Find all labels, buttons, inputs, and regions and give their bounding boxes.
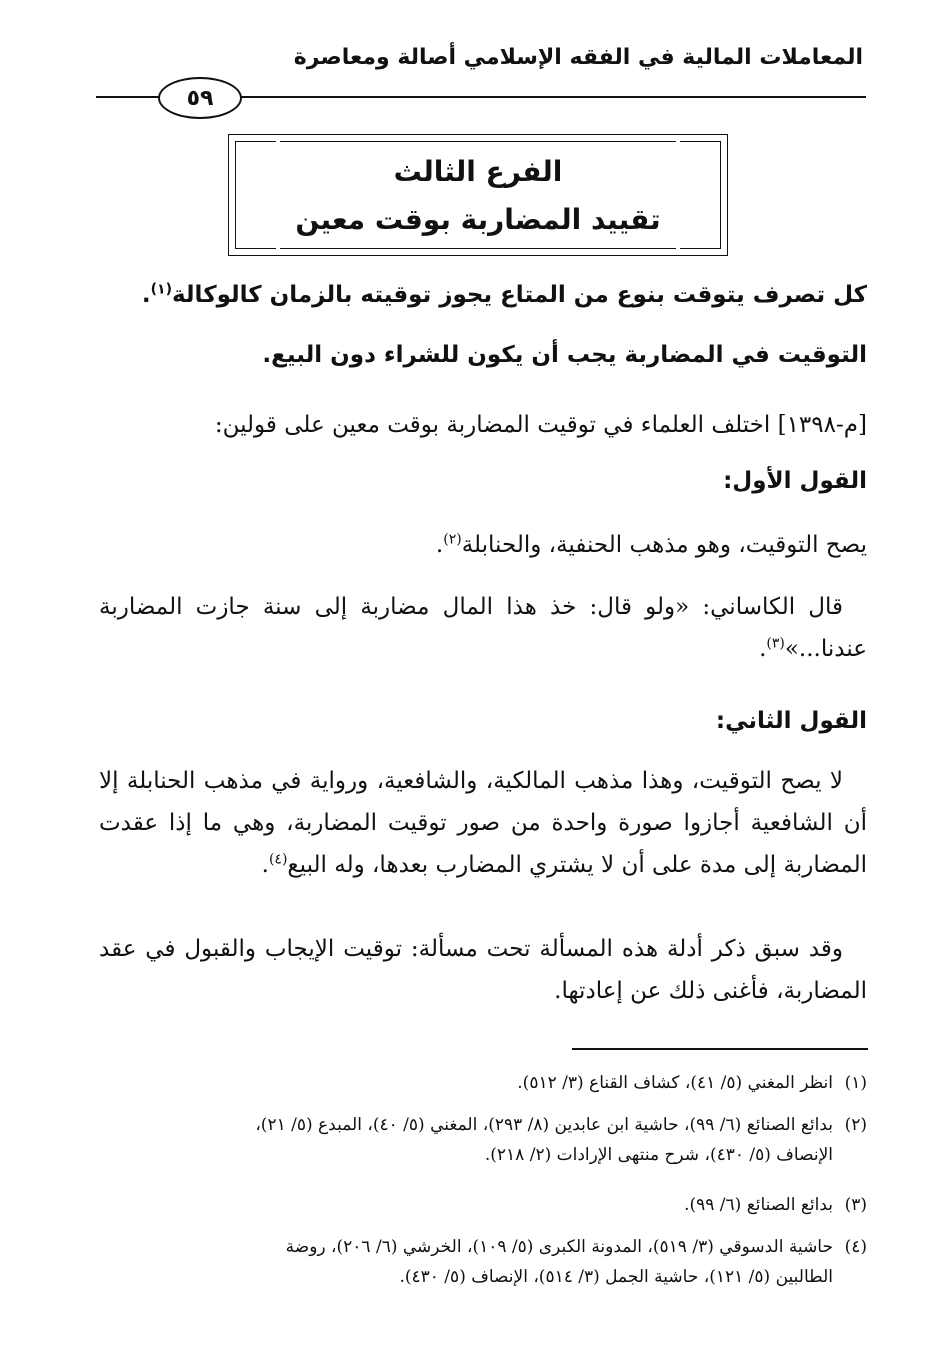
first-opinion-paragraph [99,524,867,566]
first-opinion-end: . [435,532,444,558]
section-title-line-1: الفرع الثالث [393,155,563,188]
first-opinion-heading: القول الأول: [723,468,867,494]
second-opinion-text: لا يصح التوقيت، وهذا مذهب المالكية، والشافعية، ورواية في مذهب الحنابلة إلا أن الشافعية أجازوا صورة واحدة من صور توقيت المضاربة، وهي ما إذا عقدت المضاربة إلى مدة على أن لا يشتري المضارب بعدها، وله البيع [99,768,867,878]
footnote-continuation: الإنصاف (٥/ ٤٣٠)، شرح منتهى الإرادات (٢/ ٢١٨). [484,1145,833,1165]
section-title-frame [228,134,728,256]
footnote-ref-4[interactable]: (٤) [268,851,288,868]
page-number: ٥٩ [158,77,242,119]
running-header: المعاملات المالية في الفقه الإسلامي أصالة ومعاصرة [293,45,863,70]
quote-paragraph [99,586,867,670]
rule-1-end: . [141,282,151,308]
footnote-number: (٣) [844,1195,867,1215]
rule-paragraph-2: التوقيت في المضاربة يجب أن يكون للشراء دون البيع. [262,342,867,368]
first-opinion-text: يصح التوقيت، وهو مذهب الحنفية، والحنابلة [461,532,867,558]
footnote-text: حاشية الدسوقي (٣/ ٥١٩)، المدونة الكبرى (٥/ ١٠٩)، الخرشي (٦/ ٢٠٦)، روضة [285,1237,833,1257]
second-opinion-paragraph [99,760,867,886]
footnote-ref-2[interactable]: (٢) [443,531,462,548]
rule-1-text: كل تصرف يتوقت بنوع من المتاع يجوز توقيته بالزمان كالوكالة [171,282,867,308]
footnote-number: (٤) [844,1237,867,1257]
section-title-line-2: تقييد المضاربة بوقت معين [295,203,661,236]
closing-paragraph: وقد سبق ذكر أدلة هذه المسألة تحت مسألة: توقيت الإيجاب والقبول في عقد المضاربة، فأغنى ذلك عن إعادتها. [99,936,867,1004]
footnote-continuation: الطالبين (٥/ ١٢١)، حاشية الجمل (٣/ ٥١٤)، الإنصاف (٥/ ٤٣٠). [399,1267,833,1287]
footnote-text: بدائع الصنائع (٦/ ٩٩). [684,1195,833,1215]
footnote-1 [97,1068,867,1098]
footnote-text: بدائع الصنائع (٦/ ٩٩)، حاشية ابن عابدين (٨/ ٢٩٣)، المغني (٥/ ٤٠)، المبدع (٥/ ٢١)، [255,1115,833,1135]
footnote-3 [97,1190,867,1220]
footnote-text: انظر المغني (٥/ ٤١)، كشاف القناع (٣/ ٥١٢). [517,1073,833,1093]
footnote-number: (١) [844,1073,867,1093]
footnote-ref-3[interactable]: (٣) [766,635,785,652]
footnote-separator [572,1048,868,1050]
quote-end: . [759,636,767,662]
footnote-number: (٢) [844,1115,867,1135]
second-opinion-end: . [261,852,269,878]
footnote-4 [97,1232,867,1292]
footnote-2 [97,1110,867,1170]
second-opinion-heading: القول الثاني: [715,708,867,734]
footnote-ref-1[interactable]: (١) [150,281,172,298]
rule-paragraph-1 [99,274,867,316]
kasani-quote: قال الكاساني: «ولو قال: خذ هذا المال مضاربة إلى سنة جازت المضاربة عندنا...» [99,594,867,662]
issue-paragraph: [م-١٣٩٨] اختلف العلماء في توقيت المضاربة بوقت معين على قولين: [214,412,867,438]
